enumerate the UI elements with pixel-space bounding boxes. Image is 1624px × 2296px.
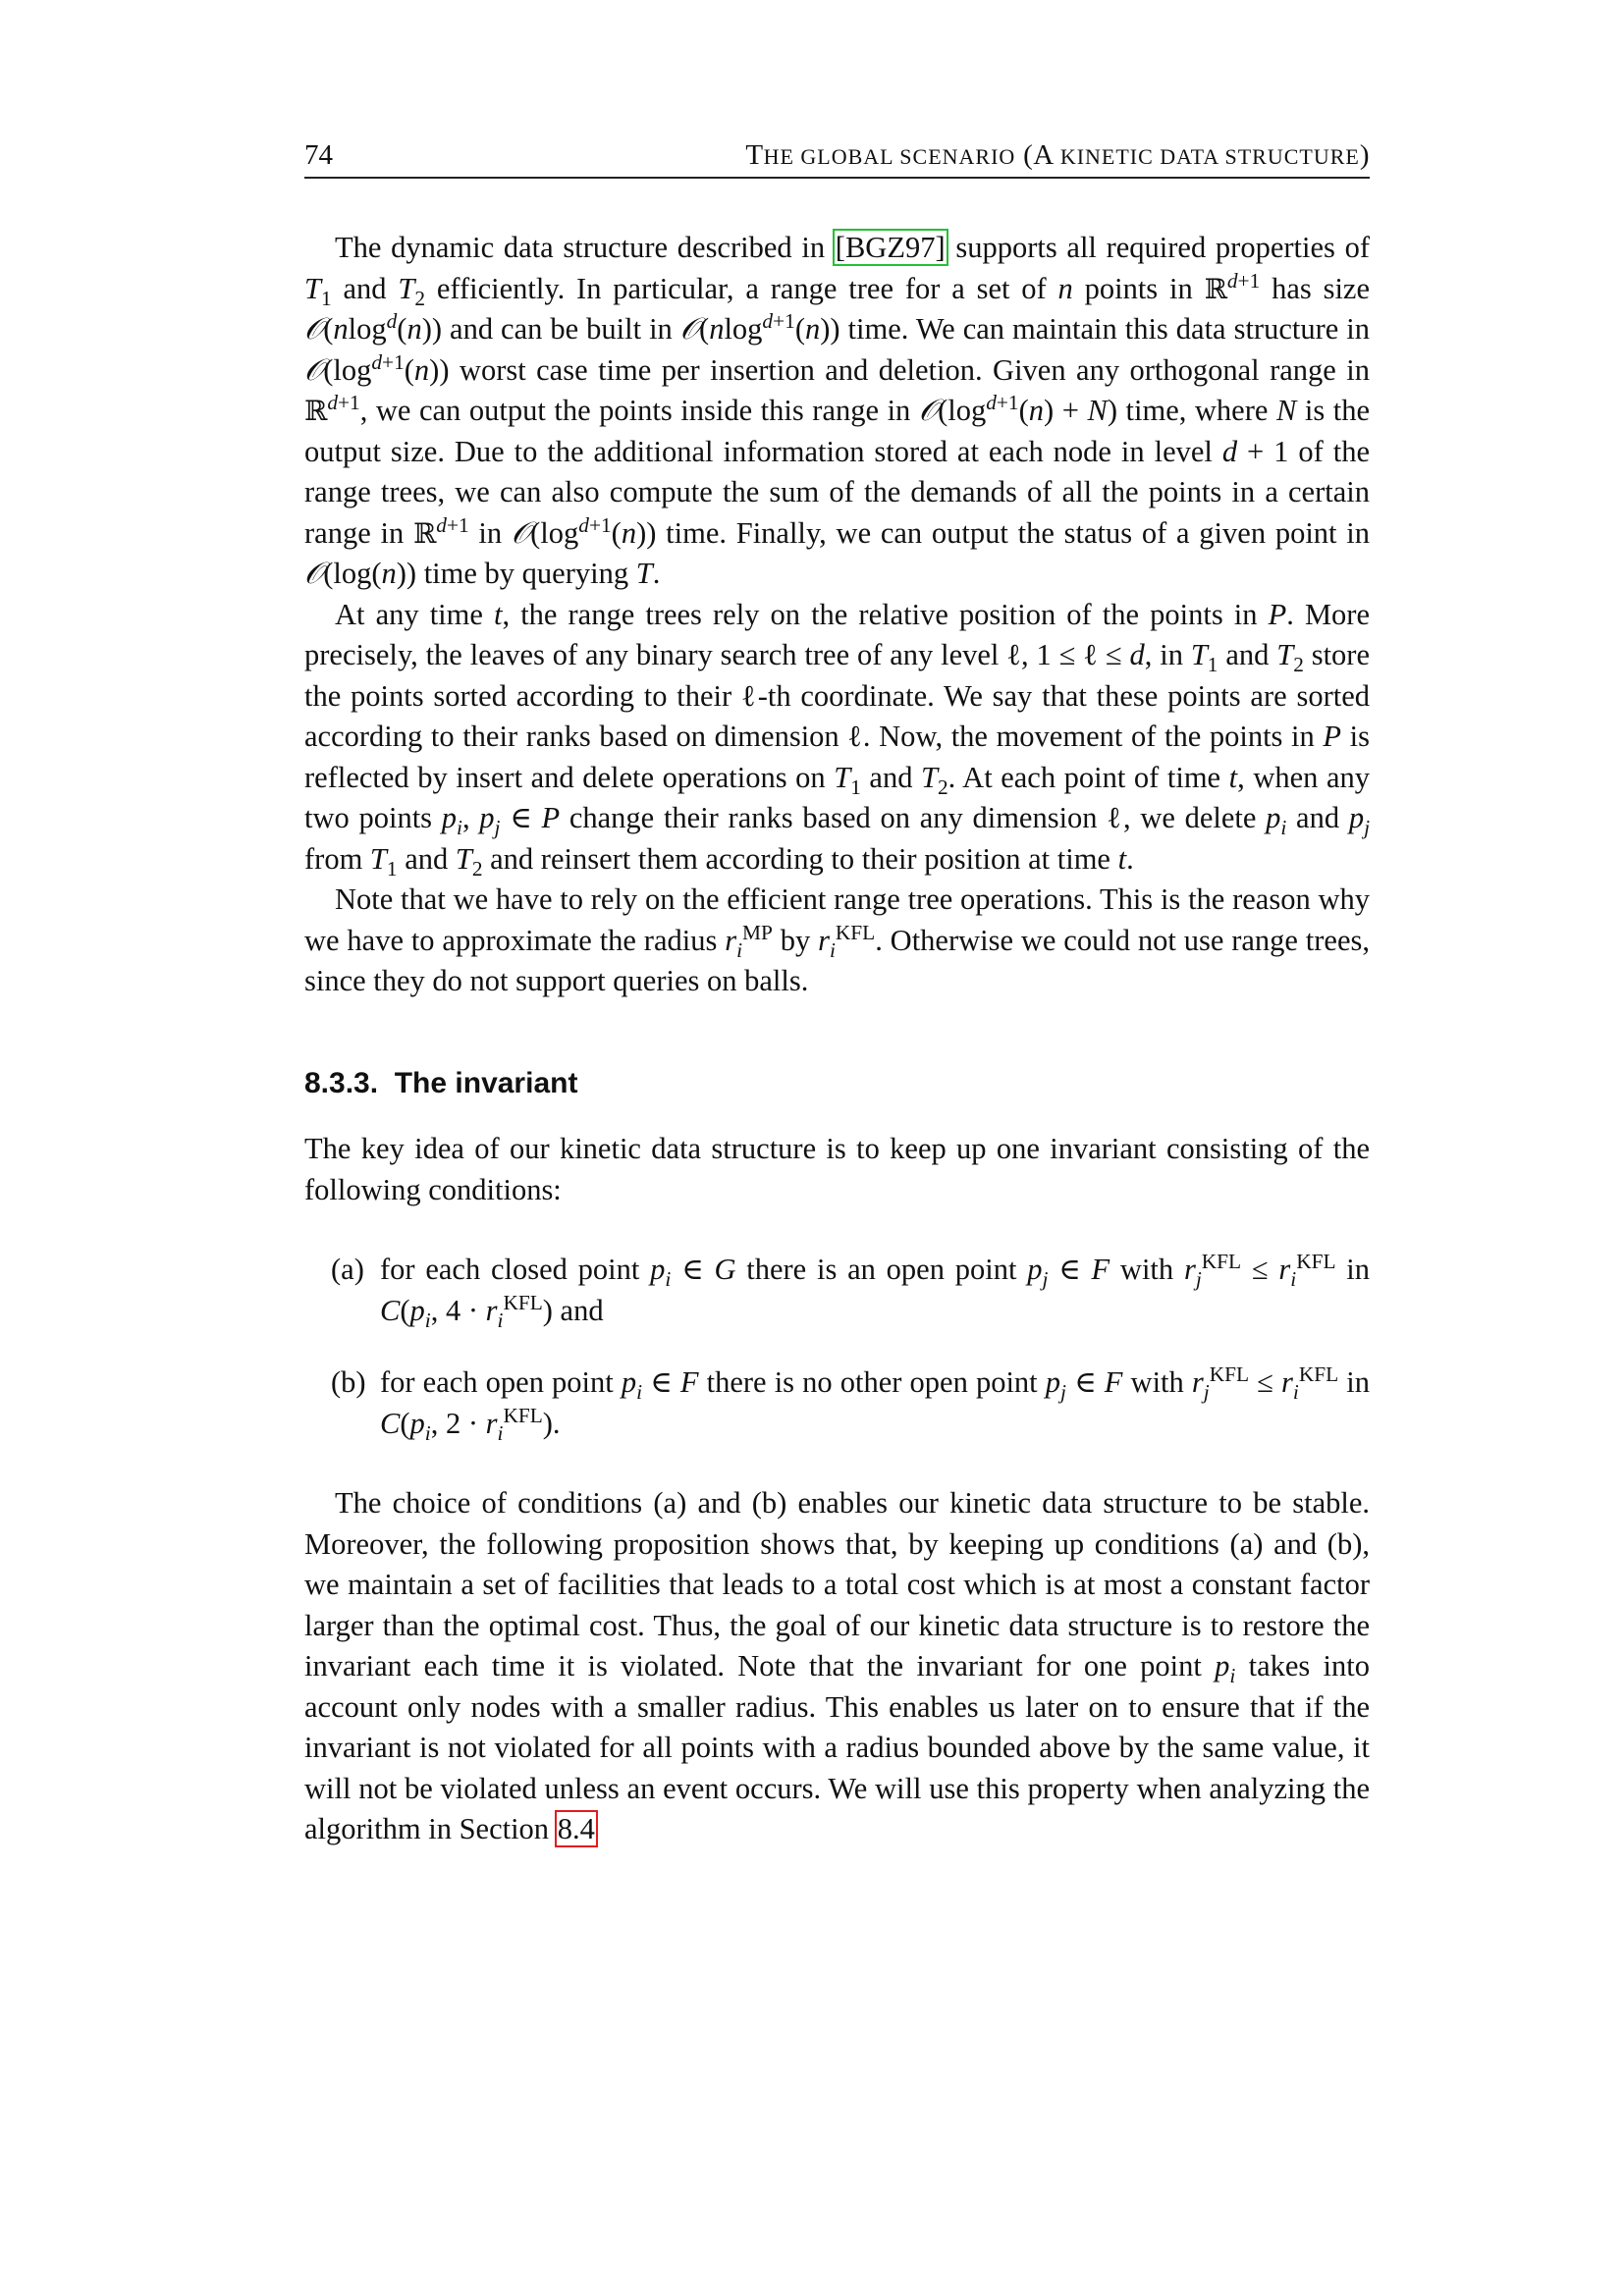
section-heading: 8.3.3. The invariant (304, 1066, 578, 1099)
paragraph-range-trees: The dynamic data structure described in [BGZ97] supports all required properties of $T_1$ and $T_2$ efficiently. In particular, a range tree for a set of n points in ℝ$^{d+1}$ has size 𝒪(nlog$^d$(n)) and can be built in 𝒪(nlog$^{d+1}$(n)) time. We can maintain this data structure in $𝒪(\log^{d+1}(n))$ worst case time per insertion and deletion. Given any orthogonal range in ℝ$^{d+1}$, we can output the points inside this range in $𝒪(\log^{d+1}(n) + N)$ time, where N is the output size. Due to the additional information stored at each node in level d + 1 of the range trees, we can also compute the sum of the demands of all the points in a certain range in ℝ$^{d+1}$ in $𝒪(\log^{d+1}(n))$ time. Finally, we can output the status of a given point in 𝒪(log(n)) time by querying T. (304, 231, 1371, 591)
condition-list (304, 1250, 1370, 1444)
running-title: THE GLOBAL SCENARIO (A KINETIC DATA STRUCTURE) (745, 139, 1370, 171)
paragraph-key-idea: The key idea of our kinetic data structure is to keep up one invariant consisting of the following conditions: (304, 1132, 1370, 1206)
section-ref-link[interactable]: 8.4 (557, 1812, 595, 1845)
main-text (304, 228, 1370, 1850)
paragraph-approximation: Note that we have to rely on the efficient range tree operations. This is the reason why we have to approximate the radius $r_i^{MP}$ by $r_i^{KFL}$. Otherwise we could not use range trees, since they do not support queries on balls. (304, 882, 1370, 997)
condition-b-label: (b) (331, 1365, 366, 1399)
page-number: 74 (304, 139, 333, 171)
condition-a: (a) for each closed point $p_i$ ∈ G there is an open point $p_j$ ∈ F with $r_j^{KFL} \le r_i^{KFL}$ in $C(p_i$, $4 \cdot r_i^{KFL}$) and (331, 1249, 1371, 1332)
paragraph-relative-position: At any time t, the range trees rely on the relative position of the points in P. More precisely, the leaves of any binary search tree of any level ℓ, 1 ≤ ℓ ≤ d, in $T_1$ and $T_2$ store the points sorted according to their ℓ-th coordinate. We say that these points are sorted according to their ranks based on dimension ℓ. Now, the movement of the points in P is reflected by insert and delete operations on $T_1$ and $T_2$. At each point of time t, when any two points $p_i$, $p_j$ ∈ P change their ranks based on any dimension ℓ, we delete $p_i$ and $p_j$ from $T_1$ and $T_2$ and reinsert them according to their position at time t. (304, 597, 1371, 881)
condition-a-label: (a) (331, 1253, 364, 1286)
condition-b: (b) for each open point $p_i$ ∈ F there is no other open point $p_j$ ∈ F with $r_j^{KFL} \le r_i^{KFL}$ in $C(p_i$, $2 \cdot r_i^{KFL}$). (331, 1362, 1370, 1445)
paragraph-stability: The choice of conditions (a) and (b) enables our kinetic data structure to be stable. Moreover, the following proposition shows that, by keeping up conditions (a) and (b), we maintain a set of facilities that leads to a total cost which is at most a constant factor larger than the optimal cost. Thus, the goal of our kinetic data structure is to restore the invariant each time it is violated. Note that the invariant for one point $p_i$ takes into account only nodes with a smaller radius. This enables us later on to ensure that if the invariant is not violated for all points with a radius bounded above by the same value, it will not be violated unless an event occurs. We will use this property when analyzing the algorithm in Section 8.4 (304, 1486, 1371, 1845)
running-header (304, 135, 1370, 179)
citation-bgz97-link[interactable]: [BGZ97] (835, 231, 946, 264)
